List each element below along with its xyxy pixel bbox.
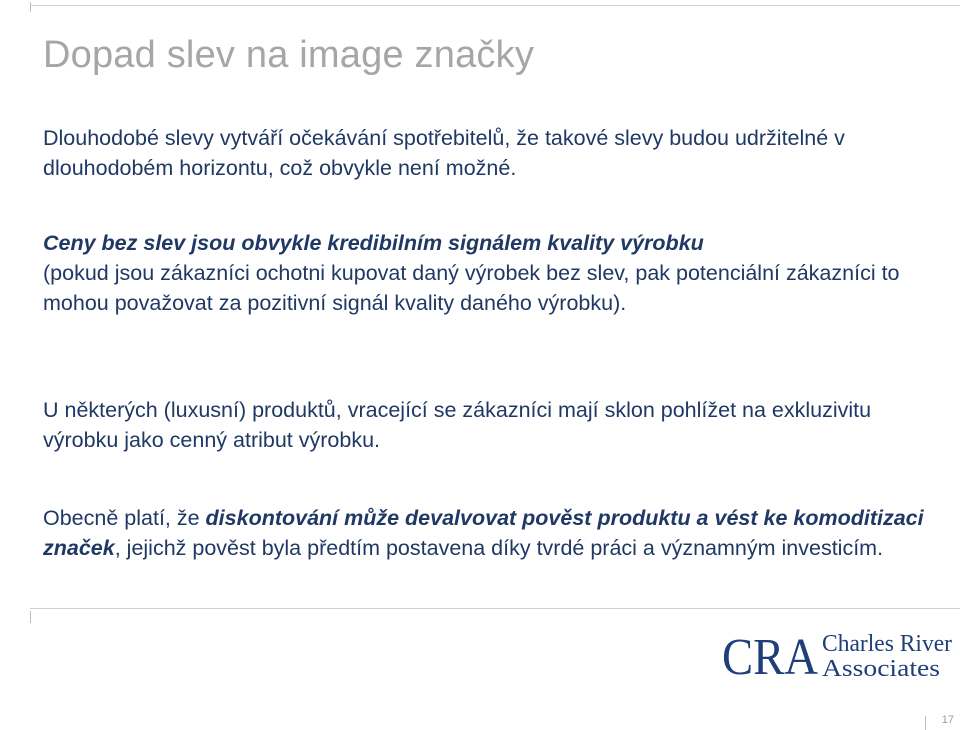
cra-logo xyxy=(722,627,952,682)
quality-signal-explanation: (pokud jsou zákazníci ochotni kupovat daný výrobek bez slev, pak potenciální zákazníci to mohou považovat za pozitivní signál kvality daného výrobku). xyxy=(43,261,900,315)
paragraph-quality-signal xyxy=(43,228,943,318)
bottom-divider xyxy=(30,608,960,609)
top-corner-mark xyxy=(30,2,31,12)
page-number: 17 xyxy=(941,714,954,726)
quality-signal-emphasis: Ceny bez slev jsou obvykle kredibilním signálem kvality výrobku xyxy=(43,231,704,255)
paragraph-luxury-products: U některých (luxusní) produktů, vracející se zákazníci mají sklon pohlížet na exkluzivitu výrobku jako cenný atribut výrobku. xyxy=(43,398,872,452)
slide-title: Dopad slev na image značky xyxy=(43,34,535,76)
top-divider xyxy=(30,5,960,6)
commoditization-emphasis: diskontování může devalvovat pověst produktu a vést ke komoditizaci značek xyxy=(43,506,924,560)
bottom-right-corner-mark xyxy=(925,716,926,730)
slide-body xyxy=(43,123,943,560)
commoditization-rest: , jejichž pověst byla předtím postavena díky tvrdé práci a významným investicím. xyxy=(114,536,884,560)
bottom-corner-mark xyxy=(30,611,31,623)
logo-mark: CRA xyxy=(722,629,819,682)
logo-line-2: Associates xyxy=(822,656,940,682)
paragraph-long-term-discounts: Dlouhodobé slevy vytváří očekávání spotřebitelů, že takové slevy budou udržitelné v dlouhodobém horizontu, což obvykle není možné. xyxy=(43,126,845,180)
logo-line-1: Charles River xyxy=(822,631,952,657)
commoditization-intro: Obecně platí, že xyxy=(43,506,206,530)
paragraph-commoditization xyxy=(43,503,943,563)
